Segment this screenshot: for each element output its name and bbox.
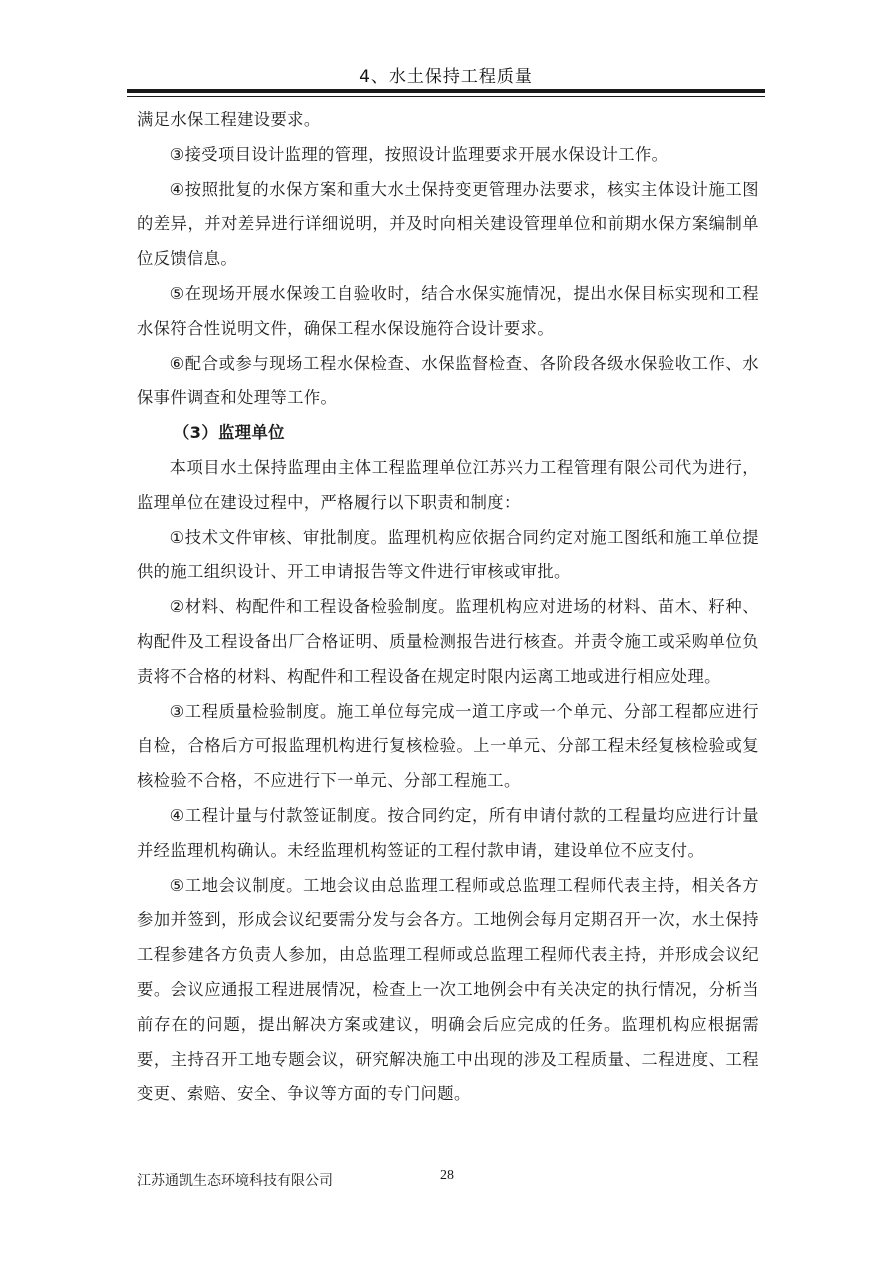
paragraph: ④工程计量与付款签证制度。按合同约定，所有申请付款的工程量均应进行计量并经监理机构确认。未经监理机构签证的工程付款申请，建设单位不应支付。 xyxy=(137,805,759,860)
paragraph: ④按照批复的水保方案和重大水土保持变更管理办法要求，核实主体设计施工图的差异，并对差异进行详细说明，并及时向相关建设管理单位和前期水保方案编制单位反馈信息。 xyxy=(137,179,759,269)
paragraph: 满足水保工程建设要求。 xyxy=(137,110,321,129)
footer-company: 江苏通凯生态环境科技有限公司 xyxy=(137,1173,333,1189)
paragraph: 本项目水土保持监理由主体工程监理单位江苏兴力工程管理有限公司代为进行，监理单位在建设过程中，严格履行以下职责和制度： xyxy=(137,457,759,512)
page-number: 28 xyxy=(440,1168,454,1183)
page-header-title: 4、水土保持工程质量 xyxy=(359,67,533,87)
body-text xyxy=(137,103,759,1112)
paragraph: ⑤工地会议制度。工地会议由总监理工程师或总监理工程师代表主持，相关各方参加并签到，形成会议纪要需分发与会各方。工地例会每月定期召开一次，水土保持工程参建各方负责人参加，由总监理工程师或总监理工程师代表主持，并形成会议纪要。会议应通报工程进展情况，检查上一次工地例会中有关决定的执行情况，分析当前存在的问题，提出解决方案或建议，明确会后应完成的任务。监理机构应根据需要，主持召开工地专题会议，研究解决施工中出现的涉及工程质量、二程进度、工程变更、索赔、安全、争议等方面的专门问题。 xyxy=(137,875,759,1104)
paragraph: ⑥配合或参与现场工程水保检查、水保监督检查、各阶段各级水保验收工作、水保事件调查和处理等工作。 xyxy=(137,353,759,408)
paragraph: ⑤在现场开展水保竣工自验收时，结合水保实施情况，提出水保目标实现和工程水保符合性说明文件，确保工程水保设施符合设计要求。 xyxy=(137,283,759,338)
header-rule-thick xyxy=(127,89,765,93)
header-rule-thin xyxy=(127,96,765,97)
paragraph: ①技术文件审核、审批制度。监理机构应依据合同约定对施工图纸和施工单位提供的施工组织设计、开工申请报告等文件进行审核或审批。 xyxy=(137,527,759,582)
paragraph: ②材料、构配件和工程设备检验制度。监理机构应对进场的材料、苗木、籽种、构配件及工程设备出厂合格证明、质量检测报告进行核查。并责令施工或采购单位负责将不合格的材料、构配件和工程设备在规定时限内运离工地或进行相应处理。 xyxy=(137,597,759,686)
paragraph: ③工程质量检验制度。施工单位每完成一道工序或一个单元、分部工程都应进行自检，合格后方可报监理机构进行复核检验。上一单元、分部工程未经复核检验或复核检验不合格，不应进行下一单元、分部工程施工。 xyxy=(137,701,759,791)
section-heading: （3）监理单位 xyxy=(173,423,285,443)
paragraph: ③接受项目设计监理的管理，按照设计监理要求开展水保设计工作。 xyxy=(169,144,669,164)
